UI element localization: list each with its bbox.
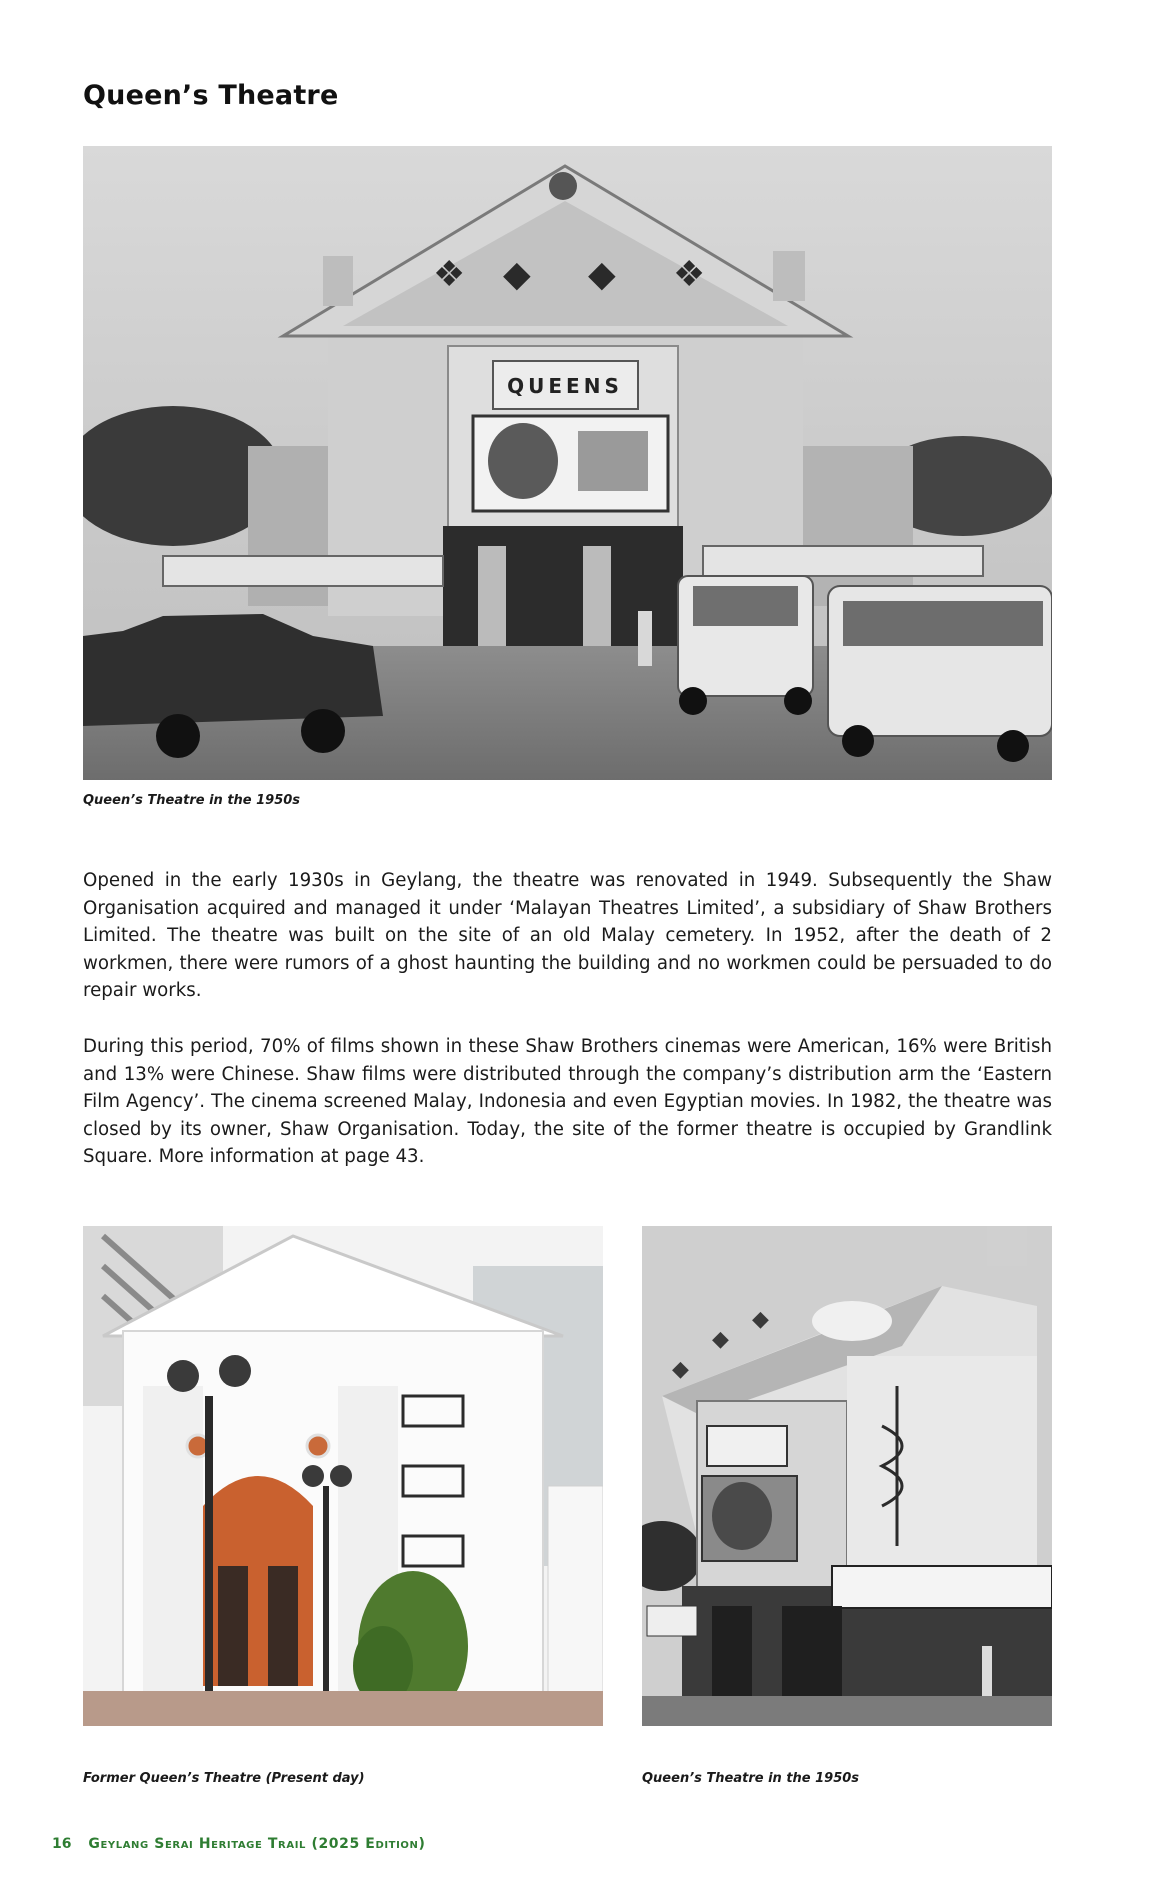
side-view-illustration [642,1226,1052,1726]
caption-top-photo: Queen’s Theatre in the 1950s [83,793,301,808]
running-title: Geylang Serai Heritage Trail (2025 Edition) [88,1836,426,1852]
svg-text:❖: ❖ [433,254,466,295]
theatre-front-illustration [83,146,1052,780]
present-day-illustration [83,1226,603,1726]
photo-queens-theatre-1950s-front [83,146,1052,780]
caption-bottom-right-photo: Queen’s Theatre in the 1950s [642,1771,860,1786]
svg-text:◆: ◆ [588,254,616,295]
marquee-sign: QUEENS [507,374,623,398]
photo-former-queens-theatre-present-day [83,1226,603,1726]
svg-text:◆: ◆ [503,254,531,295]
page-number: 16 [52,1836,72,1852]
svg-text:❖: ❖ [673,254,706,295]
photo-queens-theatre-1950s-side [642,1226,1052,1726]
svg-text:◆: ◆ [672,1357,689,1382]
paragraph-history: Opened in the early 1930s in Geylang, the theatre was renovated in 1949. Subsequently the Shaw Organisation acquired and managed it under ‘Malayan Theatres Limited’, a subsidiary of Shaw Brothers Limited. The theatre was built on the site of an old Malay cemetery. In 1952, after the death of 2 workmen, there were rumors of a ghost haunting the building and no workmen could be persuaded to do repair works. [83,870,1052,1002]
page-footer [52,1836,426,1852]
paragraph-films: During this period, 70% of films shown in these Shaw Brothers cinemas were American, 16% were British and 13% were Chinese. Shaw films were distributed through the company’s distribution arm the ‘Eastern Film Agency’. The cinema screened Malay, Indonesia and even Egyptian movies. In 1982, the theatre was closed by its owner, Shaw Organisation. Today, the site of the former theatre is occupied by Grandlink Square. More information at page 43. [83,1036,1052,1168]
svg-text:◆: ◆ [752,1307,769,1332]
page-title: Queen’s Theatre [83,80,339,111]
svg-text:◆: ◆ [712,1327,729,1352]
caption-bottom-left-photo: Former Queen’s Theatre (Present day) [83,1771,365,1786]
